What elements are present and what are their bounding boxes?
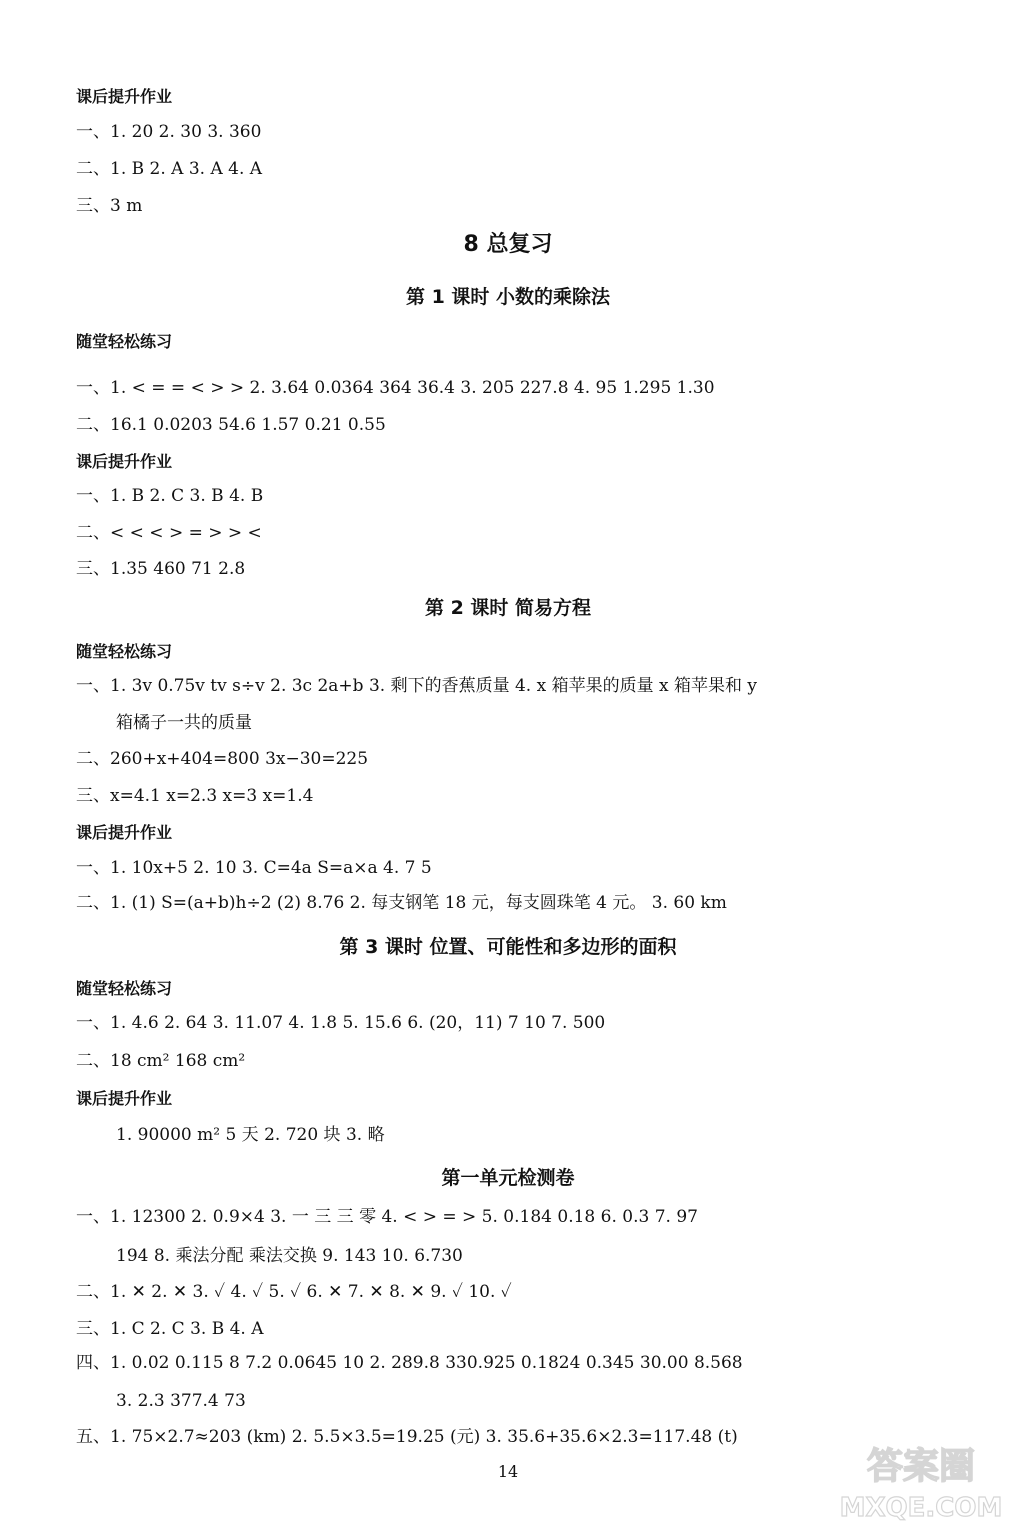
- lesson-title: 第 1 课时 小数的乘除法: [405, 286, 611, 308]
- answer-line: 五、1. 75×2.7≈203 (km) 2. 5.5×3.5=19.25 (元) 3. 35.6+35.6×2.3=117.48 (t): [76, 1427, 738, 1447]
- section-heading: 随堂轻松练习: [76, 642, 173, 661]
- watermark-logo: [836, 1434, 1006, 1530]
- section-heading: 课后提升作业: [76, 823, 173, 842]
- answer-line: 三、3 m: [76, 196, 143, 216]
- answer-line: 三、x=4.1 x=2.3 x=3 x=1.4: [76, 786, 314, 806]
- section-heading: 课后提升作业: [76, 452, 173, 471]
- answer-line: 一、1. B 2. C 3. B 4. B: [76, 486, 264, 506]
- answer-line: 一、1. 12300 2. 0.9×4 3. 一 三 三 零 4. < > = > 5. 0.184 0.18 6. 0.3 7. 97: [76, 1207, 698, 1227]
- test-title: 第一单元检测卷: [441, 1167, 575, 1189]
- answer-line: 二、1. ✕ 2. ✕ 3. ✓ 4. ✓ 5. ✓ 6. ✕ 7. ✕ 8. ✕ 9. ✓ 10. ✓: [76, 1282, 512, 1302]
- lesson-title: 第 2 课时 简易方程: [424, 597, 592, 619]
- watermark-logo-text: 答案圈: [866, 1446, 976, 1487]
- answer-line: 四、1. 0.02 0.115 8 7.2 0.0645 10 2. 289.8 330.925 0.1824 0.345 30.00 8.568: [76, 1353, 743, 1373]
- section-heading: 课后提升作业: [76, 1089, 173, 1108]
- unit-title: 8 总复习: [463, 232, 553, 257]
- watermark-logo-icon: [836, 1434, 1006, 1526]
- watermark-url: MXQE.COM: [839, 1493, 1003, 1523]
- section-heading: 课后提升作业: [76, 87, 173, 106]
- answer-line: 一、1. < = = < > > 2. 3.64 0.0364 364 36.4 3. 205 227.8 4. 95 1.295 1.30: [76, 378, 715, 398]
- answer-line: 3. 2.3 377.4 73: [116, 1391, 246, 1411]
- answer-line: 一、1. 20 2. 30 3. 360: [76, 122, 262, 142]
- answer-line: 二、1. B 2. A 3. A 4. A: [76, 159, 263, 179]
- answer-line: 二、260+x+404=800 3x−30=225: [76, 749, 369, 769]
- answer-line: 三、1. C 2. C 3. B 4. A: [76, 1319, 264, 1339]
- page-number: 14: [497, 1462, 519, 1481]
- answer-line: 一、1. 4.6 2. 64 3. 11.07 4. 1.8 5. 15.6 6. (20，11) 7 10 7. 500: [76, 1013, 606, 1033]
- section-heading: 随堂轻松练习: [76, 332, 173, 351]
- answer-line: 三、1.35 460 71 2.8: [76, 559, 246, 579]
- answer-line: 一、1. 10x+5 2. 10 3. C=4a S=a×a 4. 7 5: [76, 858, 432, 878]
- answer-line: 箱橘子一共的质量: [116, 713, 252, 733]
- answer-line: 194 8. 乘法分配 乘法交换 9. 143 10. 6.730: [116, 1246, 463, 1266]
- answer-line: 二、18 cm² 168 cm²: [76, 1051, 246, 1071]
- answer-line: 一、1. 3v 0.75v tv s÷v 2. 3c 2a+b 3. 剩下的香蕉质量 4. x 箱苹果的质量 x 箱苹果和 y: [76, 676, 758, 696]
- answer-line: 1. 90000 m² 5 天 2. 720 块 3. 略: [116, 1125, 385, 1145]
- answer-line: 二、1. (1) S=(a+b)h÷2 (2) 8.76 2. 每支钢笔 18 元，每支圆珠笔 4 元。 3. 60 km: [76, 893, 727, 913]
- lesson-title: 第 3 课时 位置、可能性和多边形的面积: [339, 936, 677, 958]
- answer-line: 二、16.1 0.0203 54.6 1.57 0.21 0.55: [76, 415, 386, 435]
- answer-line: 二、< < < > = > > <: [76, 523, 262, 543]
- section-heading: 随堂轻松练习: [76, 979, 173, 998]
